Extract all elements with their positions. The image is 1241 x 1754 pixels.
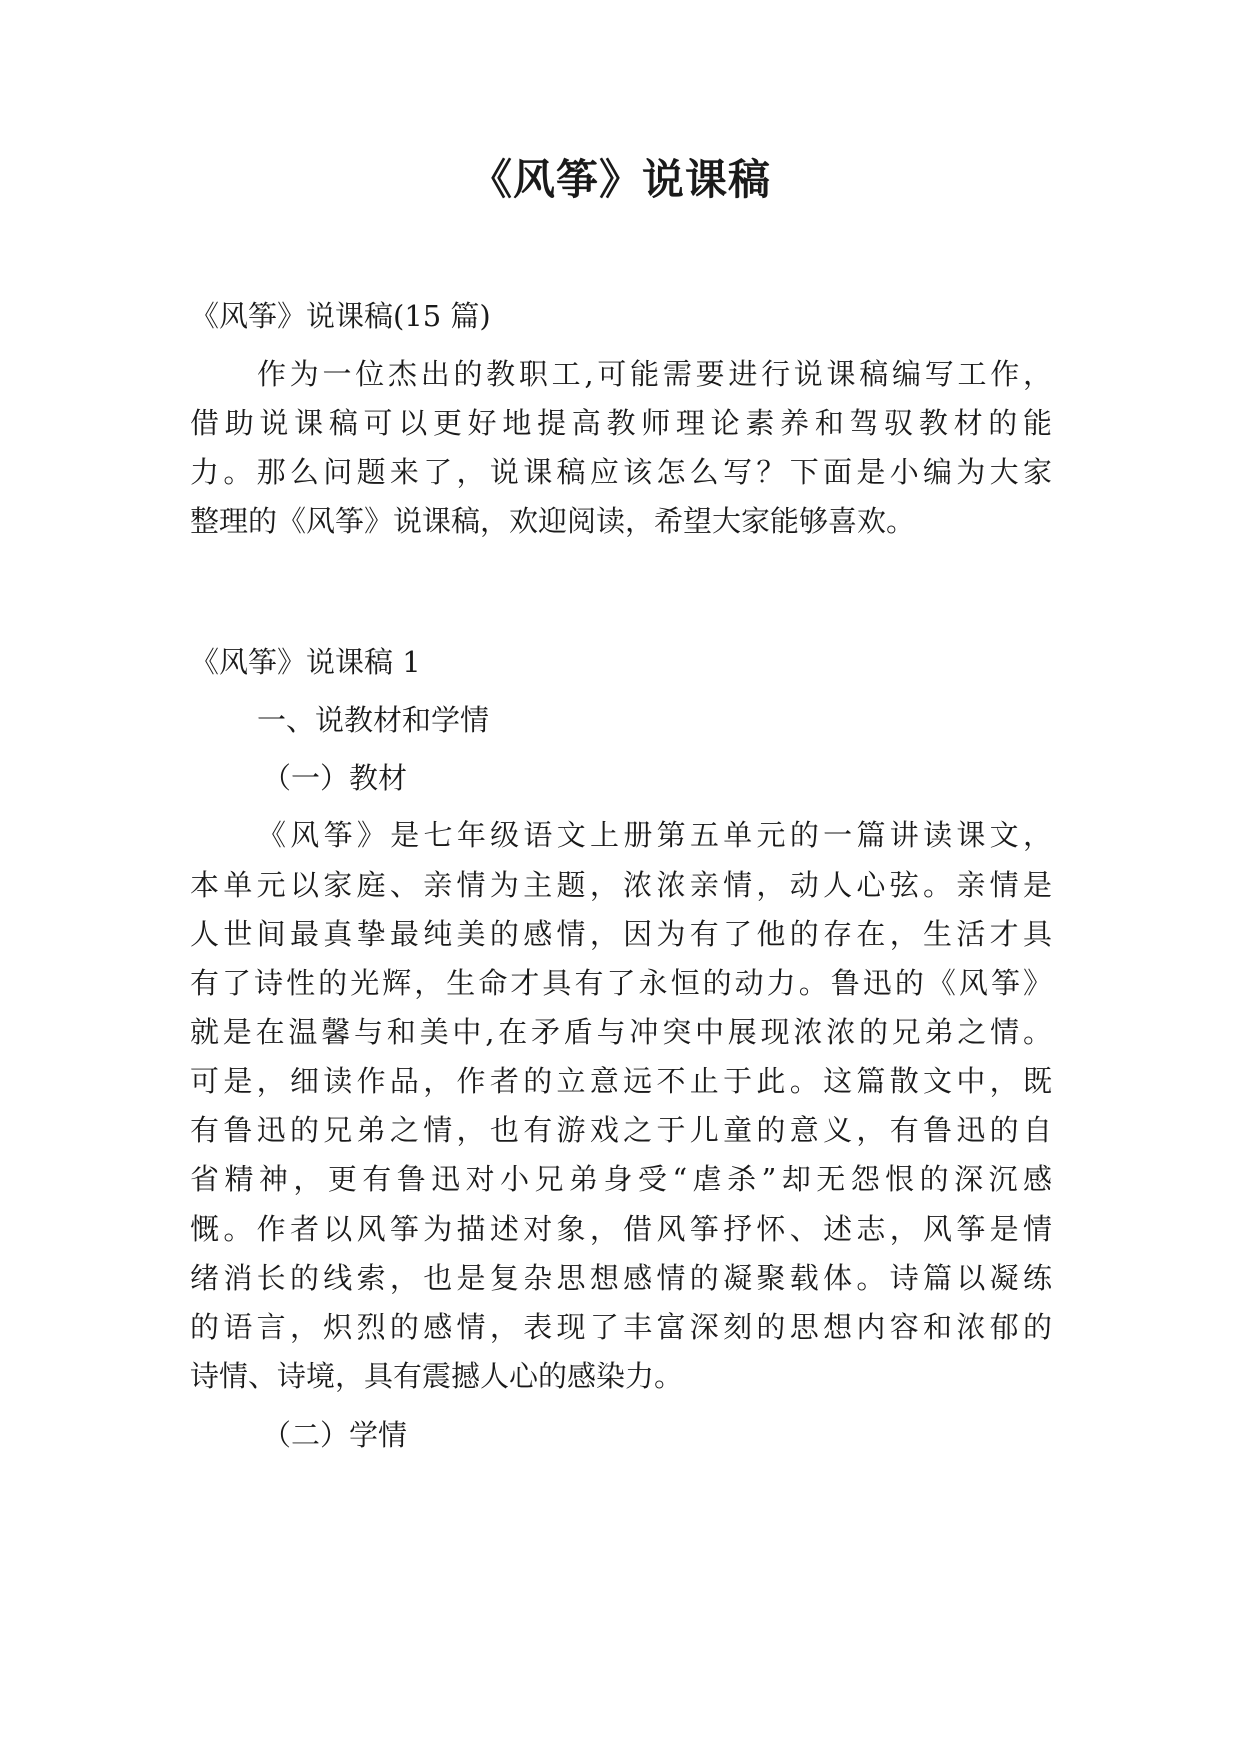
body-line: 诗情、诗境，具有震撼人心的感染力。: [190, 1359, 684, 1393]
body-line-text: 有鲁迅的兄弟之情，也有游戏之于儿童的意义，有鲁迅的自: [190, 1113, 1052, 1147]
body-line: [190, 865, 1052, 905]
body-line: [190, 1012, 1052, 1052]
body-line-text: 《风筝》是七年级语文上册第五单元的一篇讲读课文，: [257, 818, 1052, 852]
body-line-text: 省精神，更有鲁迅对小兄弟身受“虐杀”却无怨恨的深沉感: [190, 1162, 1052, 1196]
intro-line-text: 力。那么问题来了，说课稿应该怎么写？下面是小编为大家: [190, 455, 1052, 489]
page-title: 《风筝》说课稿: [469, 155, 771, 204]
body-line: [190, 1258, 1052, 1298]
body-line-text: 就是在温馨与和美中,在矛盾与冲突中展现浓浓的兄弟之情。: [190, 1015, 1052, 1049]
intro-line: 整理的《风筝》说课稿，欢迎阅读，希望大家能够喜欢。: [190, 504, 916, 538]
body-line: [190, 1110, 1052, 1150]
body-line-text: 慨。作者以风筝为描述对象，借风筝抒怀、述志，风筝是情: [190, 1212, 1052, 1246]
body-line-text: 有了诗性的光辉，生命才具有了永恒的动力。鲁迅的《风筝》: [190, 966, 1052, 1000]
body-line-text: 绪消长的线索，也是复杂思想感情的凝聚载体。诗篇以凝练: [190, 1261, 1052, 1295]
intro-line-text: 作为一位杰出的教职工,可能需要进行说课稿编写工作，: [257, 357, 1052, 391]
intro-line: [190, 403, 1052, 443]
body-line: [190, 914, 1052, 954]
body-line: [257, 815, 1052, 855]
intro-line: [257, 354, 1052, 394]
part-one-heading: 一、说教材和学情: [257, 703, 490, 737]
body-line: [190, 963, 1052, 1003]
body-line: [190, 1061, 1052, 1101]
body-line-text: 本单元以家庭、亲情为主题，浓浓亲情，动人心弦。亲情是: [190, 868, 1052, 902]
body-line: [190, 1159, 1052, 1199]
collection-heading: 《风筝》说课稿(15 篇): [190, 299, 491, 333]
intro-line-text: 借助说课稿可以更好地提高教师理论素养和驾驭教材的能: [190, 406, 1052, 440]
body-line-text: 的语言，炽烈的感情，表现了丰富深刻的思想内容和浓郁的: [190, 1310, 1052, 1344]
intro-line: [190, 452, 1052, 492]
body-line: [190, 1307, 1052, 1347]
sub-one-heading: （一）教材: [262, 761, 408, 795]
body-line: [190, 1209, 1052, 1249]
body-line-text: 人世间最真挚最纯美的感情，因为有了他的存在，生活才具: [190, 917, 1052, 951]
body-line-text: 可是，细读作品，作者的立意远不止于此。这篇散文中，既: [190, 1064, 1052, 1098]
sub-two-heading: （二）学情: [262, 1418, 408, 1452]
section-heading: 《风筝》说课稿 1: [190, 645, 421, 679]
